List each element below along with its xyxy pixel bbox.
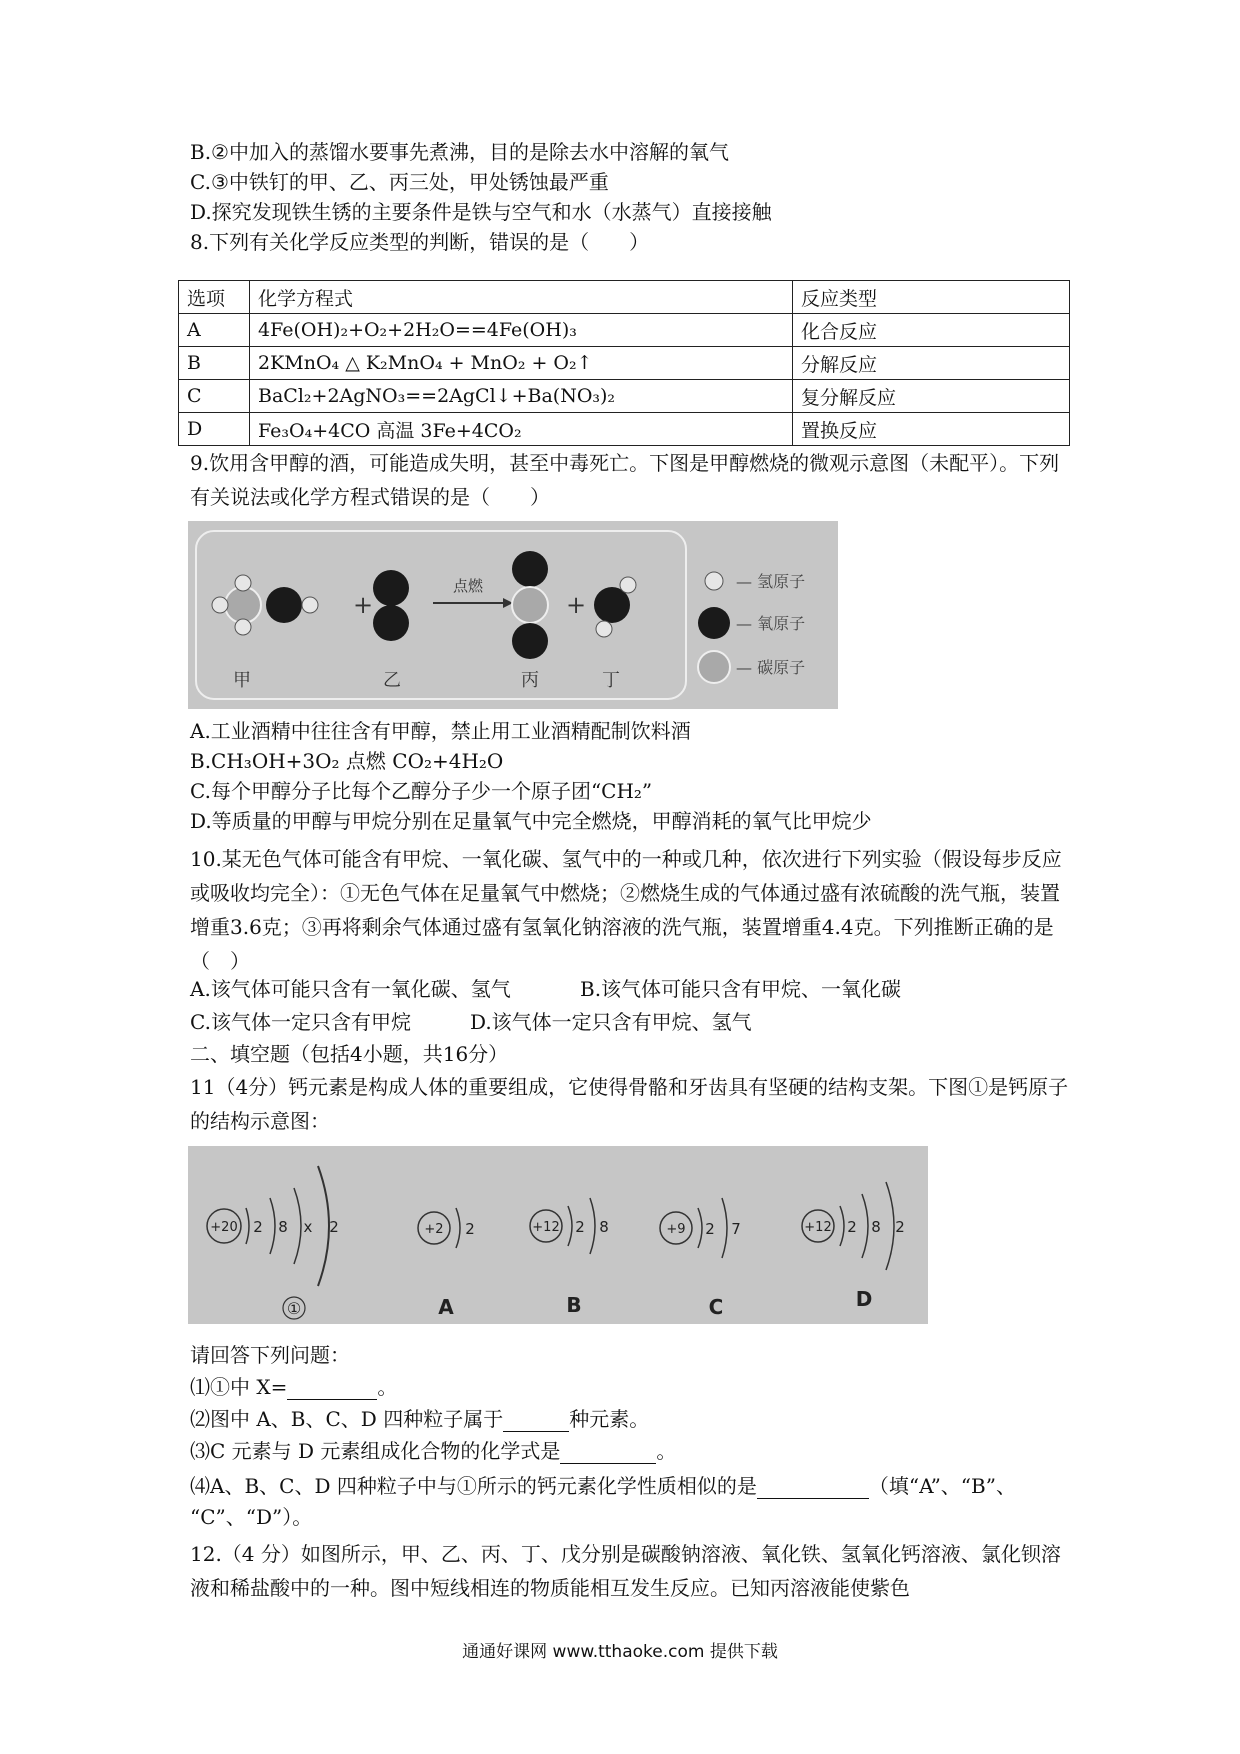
shell-count: 8 <box>599 1218 609 1236</box>
table-row <box>179 314 1070 347</box>
shell-count: 8 <box>278 1218 288 1236</box>
q11-sub4-text: ⑷A、B、C、D 四种粒子中与①所示的钙元素化学性质相似的是 <box>190 1474 757 1498</box>
nucleus-label: +12 <box>532 1220 560 1235</box>
period: 。 <box>656 1439 677 1463</box>
table-cell-option: A <box>179 314 250 347</box>
page-footer: 通通好课网 www.tthaoke.com 提供下载 <box>462 1642 778 1662</box>
atomic-structure-figure <box>188 1146 928 1324</box>
table-cell-equation: BaCl₂+2AgNO₃==2AgCl↓+Ba(NO₃)₂ <box>250 380 793 413</box>
table-cell-type: 化合反应 <box>793 314 1070 347</box>
legend-carbon: — 碳原子 <box>736 658 806 677</box>
q10-stem: 10.某无色气体可能含有甲烷、一氧化碳、氢气中的一种或几种，依次进行下列实验（假设每步反应或吸收均完全）：①无色气体在足量氧气中燃烧；②燃烧生成的气体通过盛有浓硫酸的洗气瓶，装置增重3.6克；③再将剩余气体通过盛有氢氧化钠溶液的洗气瓶，装置增重4.4克。下列推断正确的是（ ） <box>190 847 1062 973</box>
table-row <box>179 380 1070 413</box>
legend-oxygen: — 氧原子 <box>736 614 806 633</box>
table-header-option: 选项 <box>179 281 250 314</box>
q11-sub3 <box>190 1438 676 1464</box>
table-cell-type: 复分解反应 <box>793 380 1070 413</box>
q11-sub2 <box>190 1406 649 1432</box>
atom-diagrams <box>188 1146 928 1324</box>
svg-text:+: + <box>566 591 587 619</box>
shell-count: 2 <box>575 1218 585 1236</box>
shell-count: 2 <box>465 1220 475 1238</box>
q9-stem: 9.饮用含甲醇的酒，可能造成失明，甚至中毒死亡。下图是甲醇燃烧的微观示意图（未配平）。下列有关说法或化学方程式错误的是（ ） <box>190 451 1060 509</box>
q10-option-a: A.该气体可能只含有一氧化碳、氢气 <box>190 977 511 1001</box>
table-cell-equation: 4Fe(OH)₂+O₂+2H₂O==4Fe(OH)₃ <box>250 314 793 347</box>
atom-label: C <box>708 1295 724 1319</box>
nucleus-label: +20 <box>210 1220 238 1235</box>
answer-blank[interactable] <box>287 1379 377 1400</box>
atom-a <box>418 1208 475 1319</box>
label-ding: 丁 <box>602 670 620 691</box>
nucleus-label: +2 <box>424 1222 444 1237</box>
table-cell-equation: Fe₃O₄+4CO 高温 3Fe+4CO₂ <box>250 413 793 446</box>
label-jia: 甲 <box>233 670 251 691</box>
section-title: 二、填空题（包括4小题，共16分） <box>190 1042 509 1066</box>
answer-blank[interactable] <box>503 1411 569 1432</box>
q7-option-c: C.③中铁钉的甲、乙、丙三处，甲处锈蚀最严重 <box>190 170 609 194</box>
q9-option-c: C.每个甲醇分子比每个乙醇分子少一个原子团“CH₂” <box>190 779 653 803</box>
atom-c <box>660 1198 741 1319</box>
q10-option-d: D.该气体一定只含有甲烷、氢气 <box>470 1010 752 1034</box>
shell-count: x <box>303 1218 313 1236</box>
answer-blank[interactable] <box>560 1443 656 1464</box>
q10-option-b: B.该气体可能只含有甲烷、一氧化碳 <box>580 977 902 1001</box>
table-header-row <box>179 281 1070 314</box>
shell-count: 8 <box>871 1218 881 1236</box>
table-header-equation: 化学方程式 <box>250 281 793 314</box>
q9-option-b: B.CH₃OH+3O₂ 点燃 CO₂+4H₂O <box>190 749 504 773</box>
table-cell-type: 置换反应 <box>793 413 1070 446</box>
shell-count: 2 <box>705 1220 715 1238</box>
q11-sub1-text: ⑴①中 X= <box>190 1375 288 1399</box>
q9-option-a: A.工业酒精中往往含有甲醇，禁止用工业酒精配制饮料酒 <box>190 719 691 743</box>
q11-stem: 11（4分）钙元素是构成人体的重要组成，它使得骨骼和牙齿具有坚硬的结构支架。下图①是钙原子的结构示意图： <box>190 1075 1069 1133</box>
arrow-label: 点燃 <box>453 577 484 595</box>
q8-stem: 8.下列有关化学反应类型的判断，错误的是（ ） <box>190 230 650 254</box>
q11-sub2-text: ⑵图中 A、B、C、D 四种粒子属于 <box>190 1407 504 1431</box>
atom-label: B <box>566 1293 582 1317</box>
table-cell-equation: 2KMnO₄ △ K₂MnO₄ + MnO₂ + O₂↑ <box>250 347 793 380</box>
table-cell-option: C <box>179 380 250 413</box>
molecule-diagram <box>188 521 838 709</box>
shell-count: 7 <box>731 1220 741 1238</box>
atom-label: A <box>438 1295 454 1319</box>
q11-sub4-tail: （填“A”、“B”、 <box>868 1474 1016 1498</box>
atom-calcium <box>207 1166 339 1319</box>
table-cell-type: 分解反应 <box>793 347 1070 380</box>
methanol-combustion-figure <box>188 521 838 709</box>
answer-blank[interactable] <box>757 1478 869 1499</box>
atom-d <box>802 1182 905 1311</box>
q10-option-c: C.该气体一定只含有甲烷 <box>190 1010 411 1034</box>
table-row <box>179 413 1070 446</box>
label-yi: 乙 <box>383 670 401 691</box>
label-bing: 丙 <box>521 670 539 691</box>
q9-option-d: D.等质量的甲醇与甲烷分别在足量氧气中完全燃烧，甲醇消耗的氧气比甲烷少 <box>190 809 872 833</box>
svg-text:+: + <box>353 591 374 619</box>
q11-sub1 <box>190 1374 397 1400</box>
shell-count: 2 <box>895 1218 905 1236</box>
shell-count: 2 <box>253 1218 263 1236</box>
q11-sub4-cont: “C”、“D”）。 <box>190 1505 313 1529</box>
reaction-type-table <box>178 280 1070 446</box>
q11-sub3-text: ⑶C 元素与 D 元素组成化合物的化学式是 <box>190 1439 561 1463</box>
q7-option-b: B.②中加入的蒸馏水要事先煮沸，目的是除去水中溶解的氧气 <box>190 140 729 164</box>
q11-sub4 <box>190 1473 1016 1499</box>
shell-count: 2 <box>329 1218 339 1236</box>
table-header-type: 反应类型 <box>793 281 1070 314</box>
q7-option-d: D.探究发现铁生锈的主要条件是铁与空气和水（水蒸气）直接接触 <box>190 200 772 224</box>
table-cell-option: D <box>179 413 250 446</box>
period: 。 <box>377 1375 398 1399</box>
table-row <box>179 347 1070 380</box>
shell-count: 2 <box>847 1218 857 1236</box>
q11-prompt: 请回答下列问题： <box>190 1343 350 1367</box>
atom-label: D <box>855 1287 873 1311</box>
atom-b <box>530 1198 609 1317</box>
atom-label: ① <box>286 1299 302 1318</box>
nucleus-label: +12 <box>804 1220 832 1235</box>
table-cell-option: B <box>179 347 250 380</box>
nucleus-label: +9 <box>666 1222 686 1237</box>
q12-stem: 12.（4 分）如图所示，甲、乙、丙、丁、戊分别是碳酸钠溶液、氧化铁、氢氧化钙溶液、氯化钡溶液和稀盐酸中的一种。图中短线相连的物质能相互发生反应。已知丙溶液能使紫色 <box>190 1542 1061 1600</box>
q11-sub2-tail: 种元素。 <box>569 1407 650 1431</box>
legend-hydrogen: — 氢原子 <box>736 572 806 591</box>
